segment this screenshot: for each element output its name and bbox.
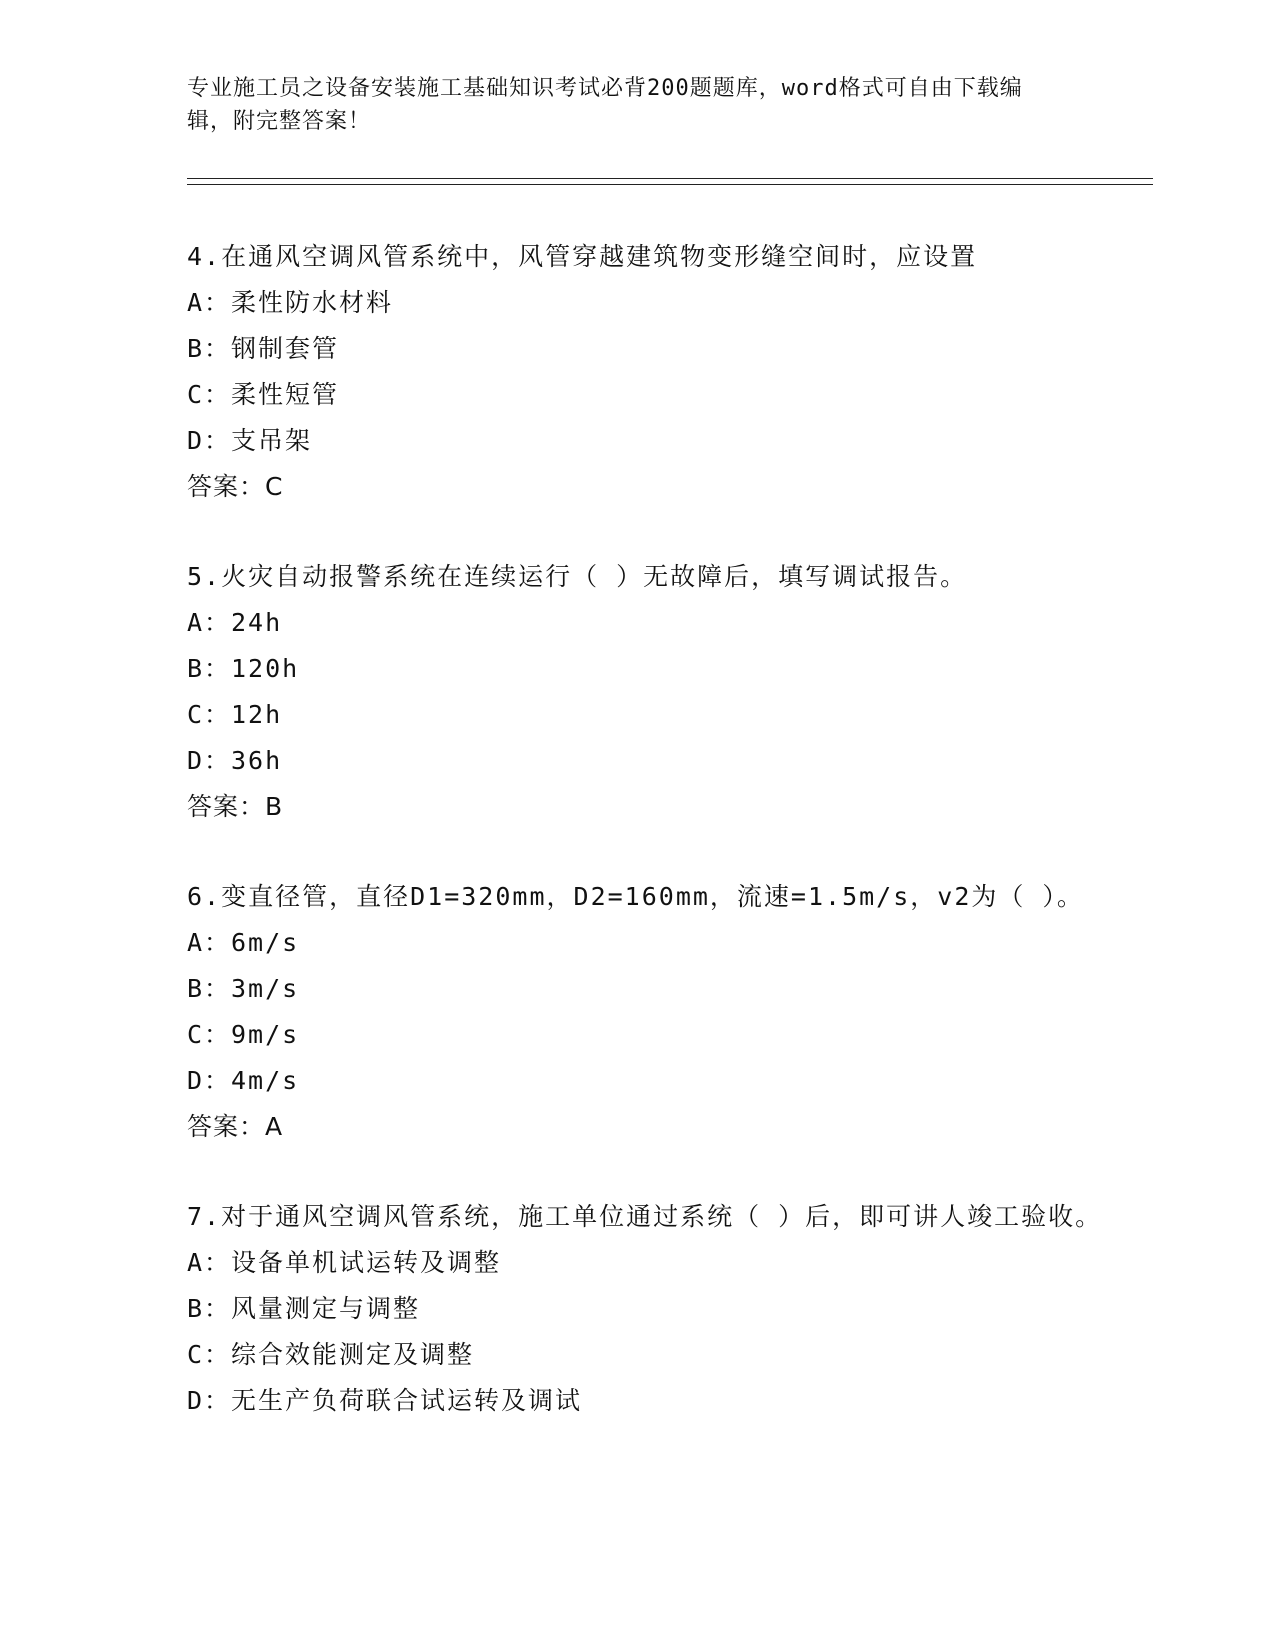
option-text: 支吊架 [231, 426, 313, 455]
option-label: B： [187, 654, 232, 683]
document-header: 专业施工员之设备安装施工基础知识考试必背200题题库，word格式可自由下载编辑，附完整答案！ [187, 76, 1023, 134]
option-c [187, 1012, 1127, 1058]
option-label: C： [187, 380, 232, 409]
option-text: 钢制套管 [231, 334, 340, 363]
option-text: 6m/s [231, 928, 300, 957]
option-label: D： [187, 1386, 232, 1415]
option-a [187, 1240, 1127, 1286]
option-label: A： [187, 1248, 232, 1277]
option-text: 4m/s [231, 1066, 300, 1095]
option-text: 24h [231, 608, 283, 637]
option-b [187, 966, 1127, 1012]
question-block [187, 234, 1127, 510]
header-divider-bottom [187, 184, 1153, 185]
option-label: C： [187, 1340, 232, 1369]
option-c [187, 372, 1127, 418]
option-text: 综合效能测定及调整 [231, 1340, 475, 1369]
question-block [187, 1194, 1127, 1424]
option-label: C： [187, 700, 232, 729]
option-text: 柔性防水材料 [231, 288, 394, 317]
option-text: 12h [231, 700, 283, 729]
option-text: 36h [231, 746, 283, 775]
option-text: 120h [231, 654, 300, 683]
option-text: 3m/s [231, 974, 300, 1003]
question-stem: 6.变直径管，直径D1=320mm，D2=160mm，流速=1.5m/s，v2为（ ）。 [187, 882, 1084, 911]
option-label: B： [187, 334, 232, 363]
option-text: 设备单机试运转及调整 [231, 1248, 502, 1277]
option-label: D： [187, 426, 232, 455]
answer-line: 答案：C [187, 472, 284, 501]
option-label: C： [187, 1020, 232, 1049]
option-text: 柔性短管 [231, 380, 340, 409]
question-stem: 7.对于通风空调风管系统，施工单位通过系统（ ）后，即可讲人竣工验收。 [187, 1202, 1103, 1231]
option-text: 风量测定与调整 [231, 1294, 421, 1323]
option-label: A： [187, 928, 232, 957]
answer-line: 答案：A [187, 1112, 284, 1141]
option-a [187, 920, 1127, 966]
question-block [187, 554, 1127, 830]
answer-line: 答案：B [187, 792, 284, 821]
option-c [187, 1332, 1127, 1378]
question-stem: 4.在通风空调风管系统中，风管穿越建筑物变形缝空间时，应设置 [187, 242, 978, 271]
header-divider-top [187, 178, 1153, 179]
option-label: D： [187, 1066, 232, 1095]
question-block [187, 874, 1127, 1150]
question-stem: 5.火灾自动报警系统在连续运行（ ）无故障后，填写调试报告。 [187, 562, 968, 591]
option-label: A： [187, 608, 232, 637]
option-b [187, 326, 1127, 372]
option-d [187, 738, 1127, 784]
option-a [187, 280, 1127, 326]
option-d [187, 1058, 1127, 1104]
option-label: B： [187, 974, 232, 1003]
option-c [187, 692, 1127, 738]
option-label: B： [187, 1294, 232, 1323]
option-a [187, 600, 1127, 646]
option-d [187, 1378, 1127, 1424]
option-text: 9m/s [231, 1020, 300, 1049]
option-label: D： [187, 746, 232, 775]
option-b [187, 1286, 1127, 1332]
option-label: A： [187, 288, 232, 317]
option-d [187, 418, 1127, 464]
option-b [187, 646, 1127, 692]
option-text: 无生产负荷联合试运转及调试 [231, 1386, 583, 1415]
